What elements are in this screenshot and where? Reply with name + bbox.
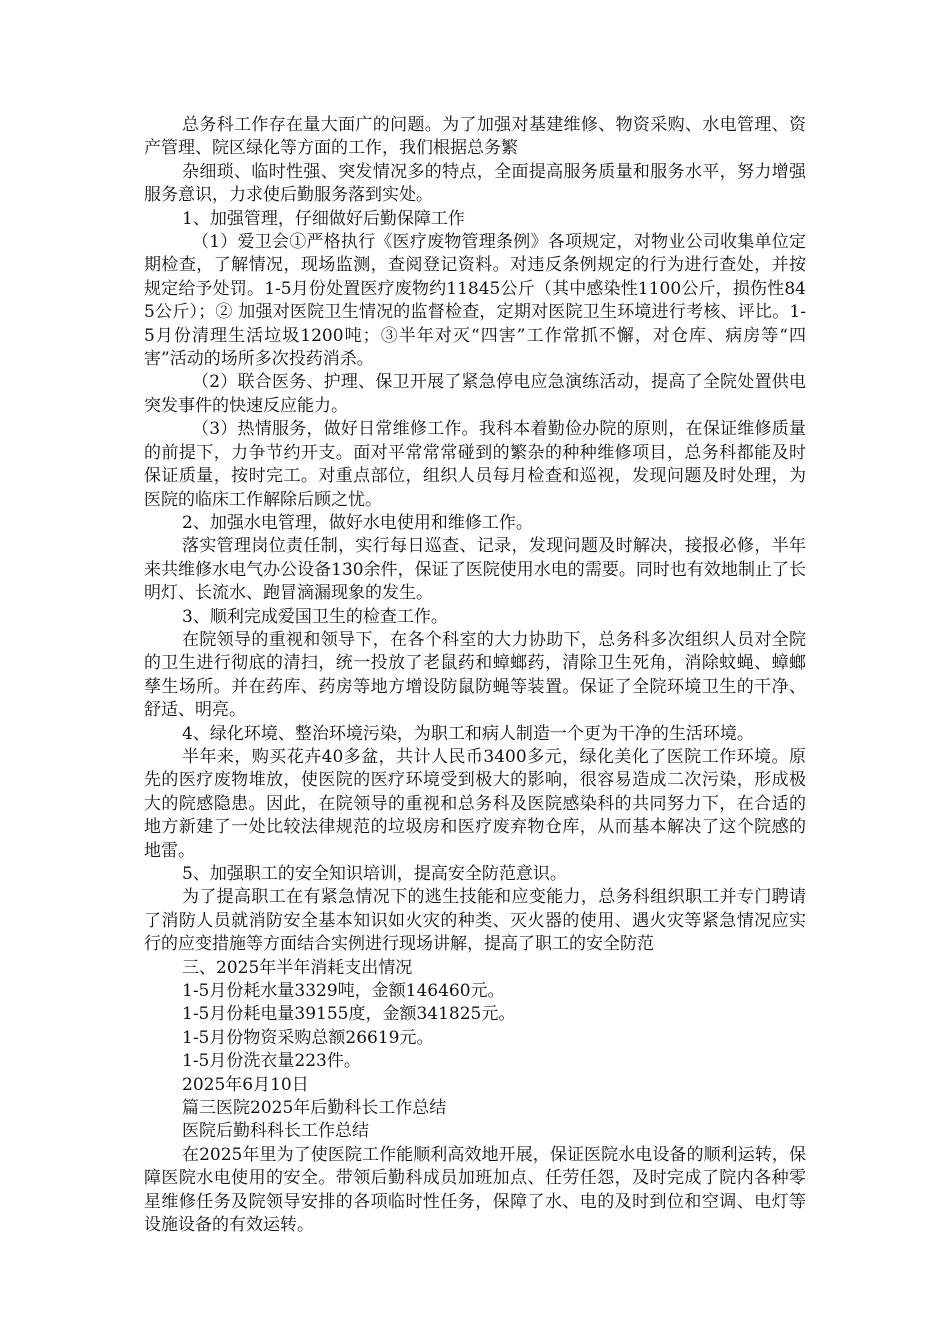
paragraph-22: 医院后勤科科长工作总结	[182, 1121, 369, 1142]
paragraph-23: 在2025年里为了使医院工作能顺利高效地开展，保证医院水电设备的顺利运转，保障医院水电使用的安全。带领后勤科成员加班加点、任劳任怨，及时完成了院内各种零星维修任务及院领导安排的各项临时性任务，保障了水、电的及时到位和空调、电灯等设施设备的有效运转。	[144, 1144, 806, 1236]
paragraph-12: 半年来，购买花卉40多盆，共计人民币3400多元，绿化美化了医院工作环境。原先的医疗废物堆放，使医院的医疗环境受到极大的影响，很容易造成二次污染，形成极大的院感隐患。因此，在院领导的重视和总务科及医院感染科的共同努力下，在合适的地方新建了一处比较法律规范的垃圾房和医疗废弃物仓库，从而基本解决了这个院感的地雷。	[144, 746, 806, 861]
paragraph-19: 1-5月份洗衣量223件。	[182, 1051, 361, 1072]
document-body	[144, 114, 806, 1238]
paragraph-14: 为了提高职工在有紧急情况下的逃生技能和应变能力，总务科组织职工并专门聘请了消防人员就消防安全基本知识如火灾的种类、灭火器的使用、遇火灾等紧急情况应实行的应变措施等方面结合实例进行现场讲解，提高了职工的安全防范	[144, 887, 806, 955]
paragraph-5: （2）联合医务、护理、保卫开展了紧急停电应急演练活动，提高了全院处置供电突发事件的快速反应能力。	[144, 372, 806, 416]
paragraph-20: 2025年6月10日	[182, 1074, 309, 1095]
paragraph-11: 4、绿化环境、整治环境污染，为职工和病人制造一个更为干净的生活环境。	[182, 723, 754, 744]
paragraph-2: 杂细琐、临时性强、突发情况多的特点，全面提高服务质量和服务水平，努力增强服务意识，力求使后勤服务落到实处。	[144, 161, 806, 206]
paragraph-10: 在院领导的重视和领导下，在各个科室的大力协助下，总务科多次组织人员对全院的卫生进行彻底的清扫，统一投放了老鼠药和蟑螂药，清除卫生死角，消除蚊蝇、蟑螂孳生场所。并在药库、药房等地方增设防鼠防蝇等装置。保证了全院环境卫生的干净、舒适、明亮。	[144, 629, 806, 721]
paragraph-15: 三、2025年半年消耗支出情况	[182, 957, 413, 978]
paragraph-21: 篇三医院2025年后勤科长工作总结	[182, 1098, 447, 1119]
paragraph-16: 1-5月份耗水量3329吨，金额146460元。	[182, 981, 505, 1002]
paragraph-6: （3）热情服务，做好日常维修工作。我科本着勤俭办院的原则，在保证维修质量的前提下，力争节约开支。面对平常常常碰到的繁杂的种种维修项目，总务科都能及时保证质量，按时完工。对重点部位，组织人员每月检查和巡视，发现问题及时处理，为医院的临床工作解除后顾之忧。	[144, 419, 806, 510]
paragraph-7: 2、加强水电管理，做好水电使用和维修工作。	[182, 512, 533, 533]
paragraph-17: 1-5月份耗电量39155度，金额341825元。	[182, 1004, 516, 1025]
paragraph-3: 1、加强管理，仔细做好后勤保障工作	[182, 208, 465, 229]
paragraph-18: 1-5月份物资采购总额26619元。	[182, 1027, 434, 1048]
paragraph-13: 5、加强职工的安全知识培训，提高安全防范意识。	[182, 864, 567, 884]
paragraph-9: 3、顺利完成爱国卫生的检查工作。	[182, 606, 448, 627]
paragraph-4: （1）爱卫会①严格执行《医疗废物管理条例》各项规定，对物业公司收集单位定期检查，了解情况，现场监测，查阅登记资料。对违反条例规定的行为进行查处，并按规定给予处罚。1-5月份处置医疗废物约11845公斤（其中感染性1100公斤，损伤性845公斤）；② 加强对医院卫生情况的监督检查，定期对医院卫生环境进行考核、评比。1-5月份清理生活垃圾1200吨；③半年对灭“四害”工作常抓不懈，对仓库、病房等“四害”活动的场所多次投药消杀。	[144, 232, 806, 370]
paragraph-1: 总务科工作存在量大面广的问题。为了加强对基建维修、物资采购、水电管理、资产管理、院区绿化等方面的工作，我们根据总务繁	[144, 115, 806, 159]
paragraph-8: 落实管理岗位责任制，实行每日巡查、记录，发现问题及时解决，接报必修，半年来共维修水电气办公设备130余件，保证了医院使用水电的需要。同时也有效地制止了长明灯、长流水、跑冒滴漏现象的发生。	[144, 536, 806, 604]
